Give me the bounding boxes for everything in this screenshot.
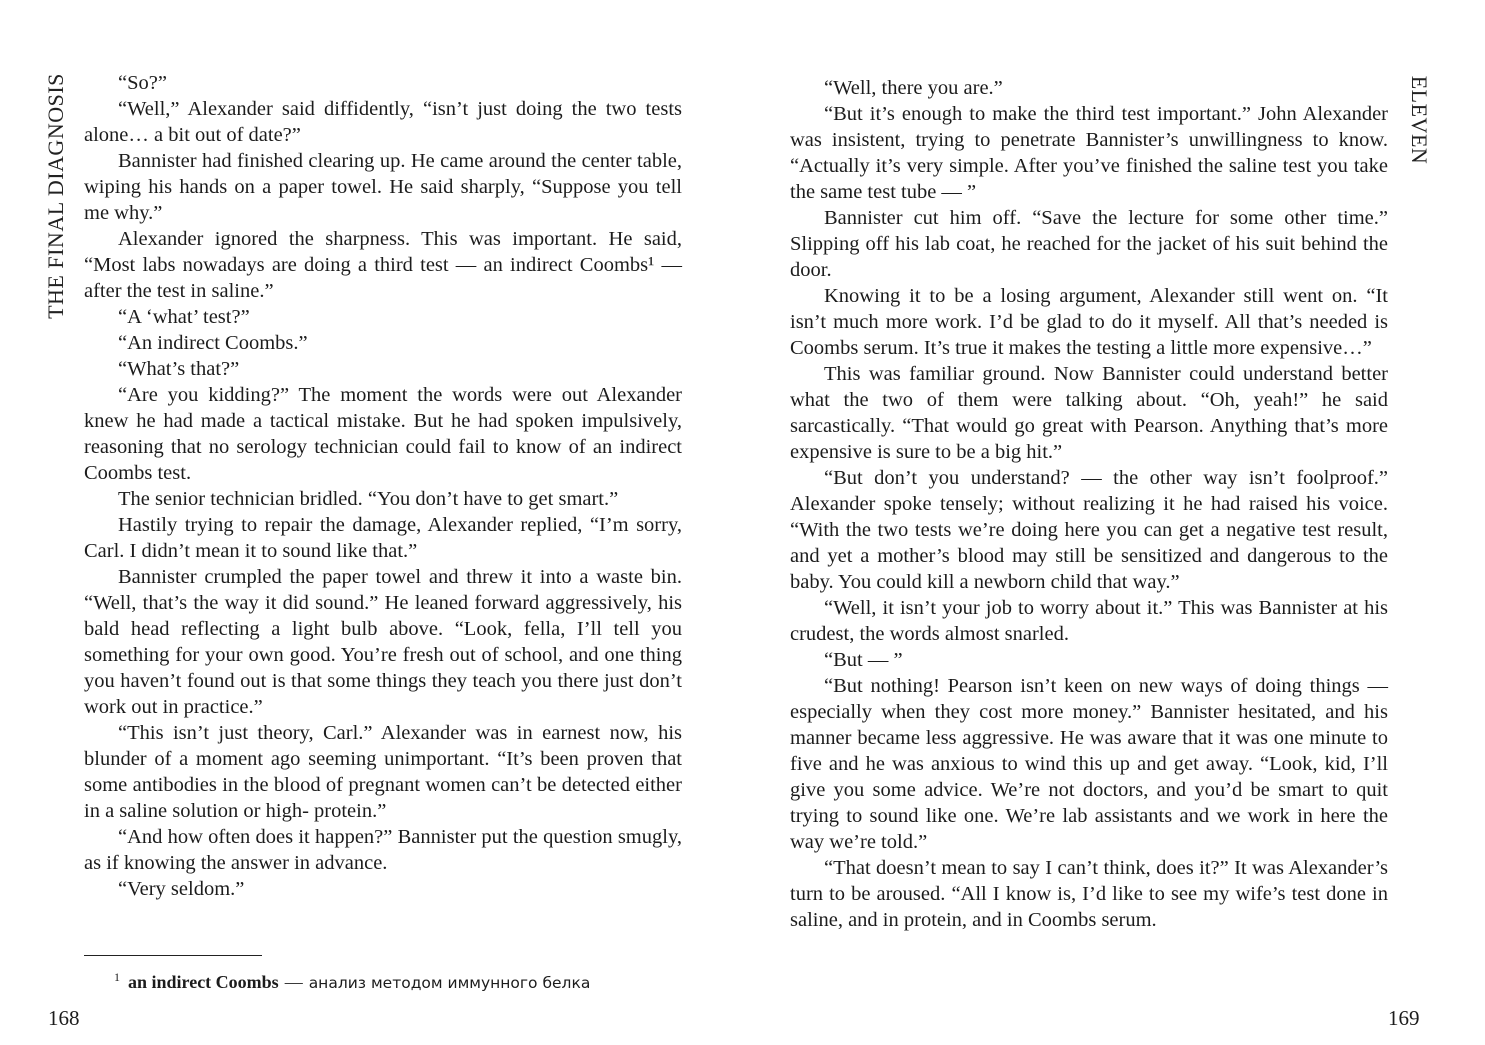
left-page [0,0,742,1045]
footnote-marker: 1 [114,970,120,984]
paragraph: “What’s that?” [118,358,240,380]
paragraph: “Well, there you are.” [824,77,1003,99]
paragraph: “An indirect Coombs.” [118,332,308,354]
footnote [114,965,590,995]
paragraph: “But it’s enough to make the third test important.” John Alexander was insistent, trying to penetrate Bannister’s unwillingness to know. “Actually it’s very simple. After you’ve finished the saline test you take the same test tube — ” [790,103,1388,203]
page-number-left: 168 [48,1006,80,1030]
page-number-right: 169 [1388,1006,1420,1030]
paragraph: “That doesn’t mean to say I can’t think, does it?” It was Alexander’s turn to be aroused. “All I know is, I’d like to see my wife’s test done in saline, and in protein, and in Coombs serum. [790,857,1388,931]
right-page [742,0,1485,1045]
paragraph: Bannister had finished clearing up. He came around the center table, wiping his hands on a paper towel. He said sharply, “Suppose you tell me why.” [84,150,682,224]
paragraph: Hastily trying to repair the damage, Alexander replied, “I’m sorry, Carl. I didn’t mean it to sound like that.” [84,514,682,562]
left-text-column [84,70,682,902]
paragraph: Alexander ignored the sharpness. This was important. He said, “Most labs nowadays are doing a third test — an indirect Coombs¹ — after the test in saline.” [84,228,682,302]
footnote-term: an indirect Coombs [128,972,279,992]
paragraph: “So?” [118,72,167,94]
paragraph: “But — ” [824,649,903,671]
paragraph: Knowing it to be a losing argument, Alexander still went on. “It isn’t much more work. I’d be glad to do it myself. All that’s needed is Coombs serum. It’s true it makes the testing a little more expensive…” [790,285,1388,359]
paragraph: “But don’t you understand? — the other way isn’t foolproof.” Alexander spoke tensely; without realizing it he had raised his voice. “With the two tests we’re doing here you can get a negative test result, and yet a mother’s blood may still be sensitized and dangerous to the baby. You could kill a newborn child that way.” [790,467,1388,593]
paragraph: “Are you kidding?” The moment the words were out Alexander knew he had made a tactical mistake. But he had spoken impulsively, reasoning that no serology technician could fail to know of an indirect Coombs test. [84,384,682,484]
paragraph: “And how often does it happen?” Bannister put the question smugly, as if knowing the answer in advance. [84,826,682,874]
paragraph: Bannister crumpled the paper towel and threw it into a waste bin. “Well, that’s the way it did sound.” He leaned forward aggressively, his bald head reflecting a light bulb above. “Look, fella, I’ll tell you something for your own good. You’re fresh out of school, and one thing you haven’t found out is that some things they teach you there just don’t work out in practice.” [84,566,682,718]
paragraph: “But nothing! Pearson isn’t keen on new ways of doing things — especially when they cost more money.” Bannister hesitated, and his manner became less aggressive. He was aware that it was one minute to five and he was anxious to wind this up and get away. “Look, kid, I’ll give you some advice. We’re not doctors, and you’d be smart to quit trying to sound like one. We’re lab assistants and we work in here the way we’re told.” [790,675,1388,853]
paragraph: “Very seldom.” [118,878,245,900]
running-head-chapter: ELEVEN [1407,75,1432,165]
paragraph: “Well,” Alexander said diffidently, “isn’t just doing the two tests alone… a bit out of date?” [84,98,682,146]
paragraph: The senior technician bridled. “You don’t have to get smart.” [118,488,619,510]
footnote-gloss: анализ методом иммунного белка [308,974,591,992]
paragraph: This was familiar ground. Now Bannister could understand better what the two of them were talking about. “Oh, yeah!” he said sarcastically. “That would go great with Pearson. Anything that’s more expensive is sure to be a big hit.” [790,363,1388,463]
right-text-column [790,75,1388,933]
footnote-divider [84,955,262,956]
footnote-dash: — [284,972,303,992]
paragraph: “This isn’t just theory, Carl.” Alexander was in earnest now, his blunder of a moment ago seeming unimportant. “It’s been proven that some antibodies in the blood of pregnant women can’t be detected either in a saline solution or high- protein.” [84,722,682,822]
paragraph: Bannister cut him off. “Save the lecture for some other time.” Slipping off his lab coat, he reached for the jacket of his suit behind the door. [790,207,1388,281]
running-head-book-title: THE FINAL DIAGNOSIS [43,73,68,319]
paragraph: “A ‘what’ test?” [118,306,250,328]
paragraph: “Well, it isn’t your job to worry about it.” This was Bannister at his crudest, the words almost snarled. [790,597,1388,645]
